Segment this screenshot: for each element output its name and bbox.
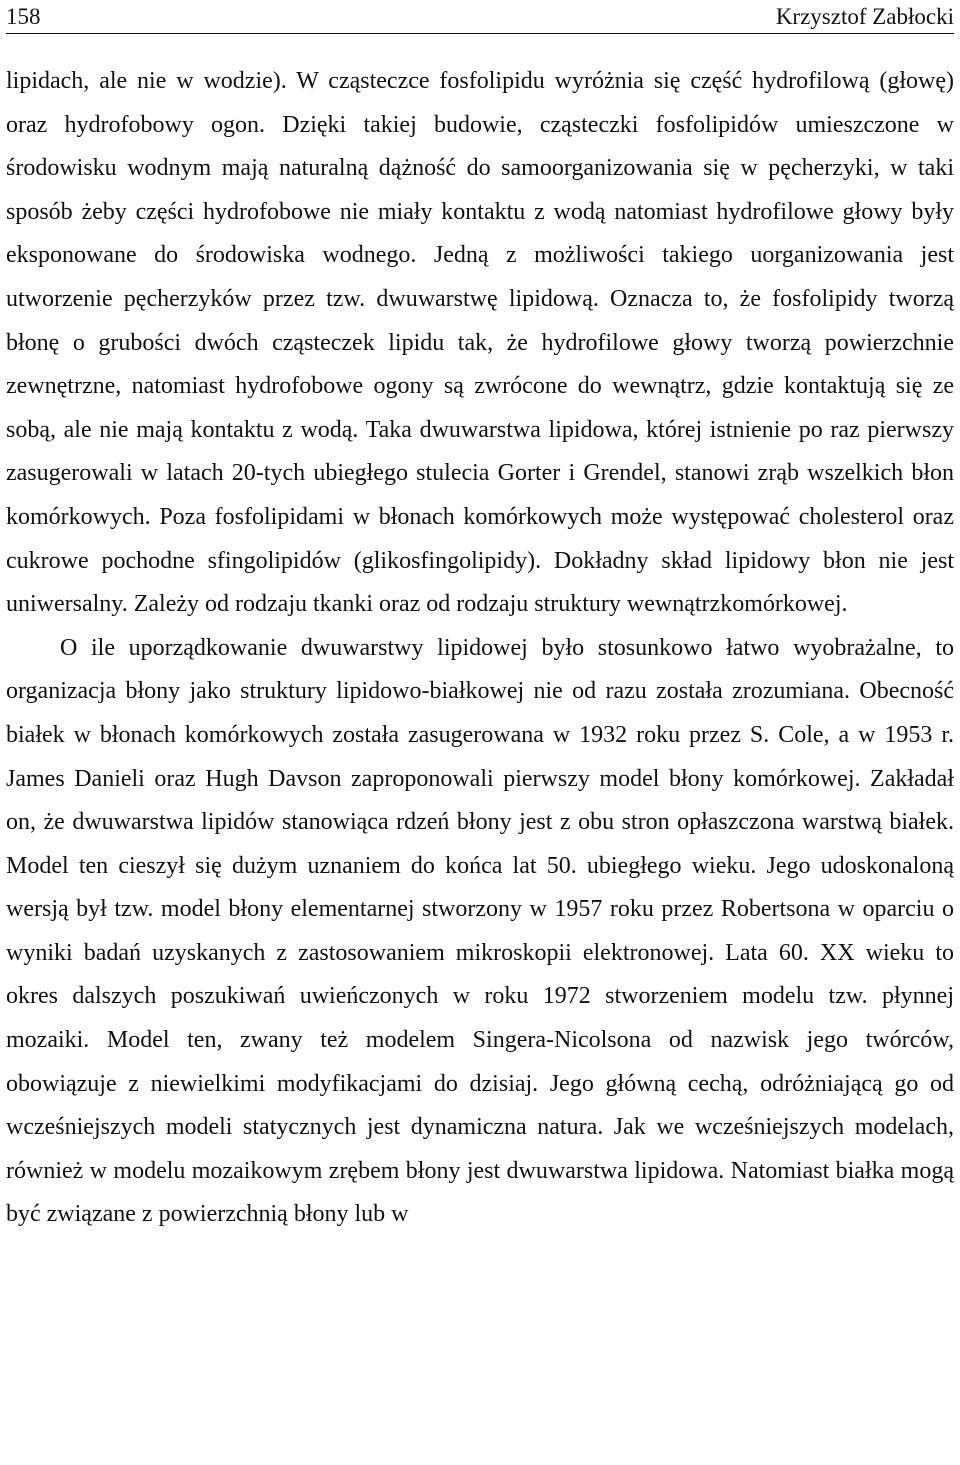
paragraph: O ile uporządkowanie dwuwarstwy lipidowej było stosunkowo łatwo wyobrażalne, to organizacja błony jako struktury lipidowo-białkowej nie od razu została zrozumiana. Obecność białek w błonach komórkowych została zasugerowana w 1932 roku przez S. Cole, a w 1953 r. James Danieli oraz Hugh Davson zaproponowali pierwszy model błony komórkowej. Zakładał on, że dwuwarstwa lipidów stanowiąca rdzeń błony jest z obu stron opłaszczona warstwą białek. Model ten cieszył się dużym uznaniem do końca lat 50. ubiegłego wieku. Jego udoskonaloną wersją był tzw. model błony elementarnej stworzony w 1957 roku przez Robertsona w oparciu o wyniki badań uzyskanych z zastosowaniem mikroskopii elektronowej. Lata 60. XX wieku to okres dalszych poszukiwań uwieńczonych w roku 1972 stworzeniem modelu tzw. płynnej mozaiki. Model ten, zwany też modelem Singera-Nicolsona od nazwisk jego twórców, obowiązuje z niewielkimi modyfikacjami do dzisiaj. Jego główną cechą, odróżniającą go od wcześniejszych modeli statycznych jest dynamiczna natura. Jak we wcześniejszych modelach, również w modelu mozaikowym zrębem błony jest dwuwarstwa lipidowa. Natomiast białka mogą być związane z powierzchnią błony lub w [6, 634, 954, 1228]
running-header-author: Krzysztof Zabłocki [775, 4, 954, 29]
running-header [6, 0, 954, 34]
paragraph-continued: lipidach, ale nie w wodzie). W cząsteczce fosfolipidu wyróżnia się część hydrofilową (głowę) oraz hydrofobowy ogon. Dzięki takiej budowie, cząsteczki fosfolipidów umieszczone w środowisku wodnym mają naturalną dążność do samoorganizowania się w pęcherzyki, w taki sposób żeby części hydrofobowe nie miały kontaktu z wodą natomiast hydrofilowe głowy były eksponowane do środowiska wodnego. Jedną z możliwości takiego uorganizowania jest utworzenie pęcherzyków przez tzw. dwuwarstwę lipidową. Oznacza to, że fosfolipidy tworzą błonę o grubości dwóch cząsteczek lipidu tak, że hydrofilowe głowy tworzą powierzchnie zewnętrzne, natomiast hydrofobowe ogony są zwrócone do wewnątrz, gdzie kontaktują się ze sobą, ale nie mają kontaktu z wodą. Taka dwuwarstwa lipidowa, której istnienie po raz pierwszy zasugerowali w latach 20-tych ubiegłego stulecia Gorter i Grendel, stanowi zrąb wszelkich błon komórkowych. Poza fosfolipidami w błonach komórkowych może występować cholesterol oraz cukrowe pochodne sfingolipidów (glikosfingolipidy). Dokładny skład lipidowy błon nie jest uniwersalny. Zależy od rodzaju tkanki oraz od rodzaju struktury wewnątrzkomórkowej. [6, 68, 954, 618]
page-number: 158 [6, 4, 41, 29]
body-text [6, 60, 954, 1237]
